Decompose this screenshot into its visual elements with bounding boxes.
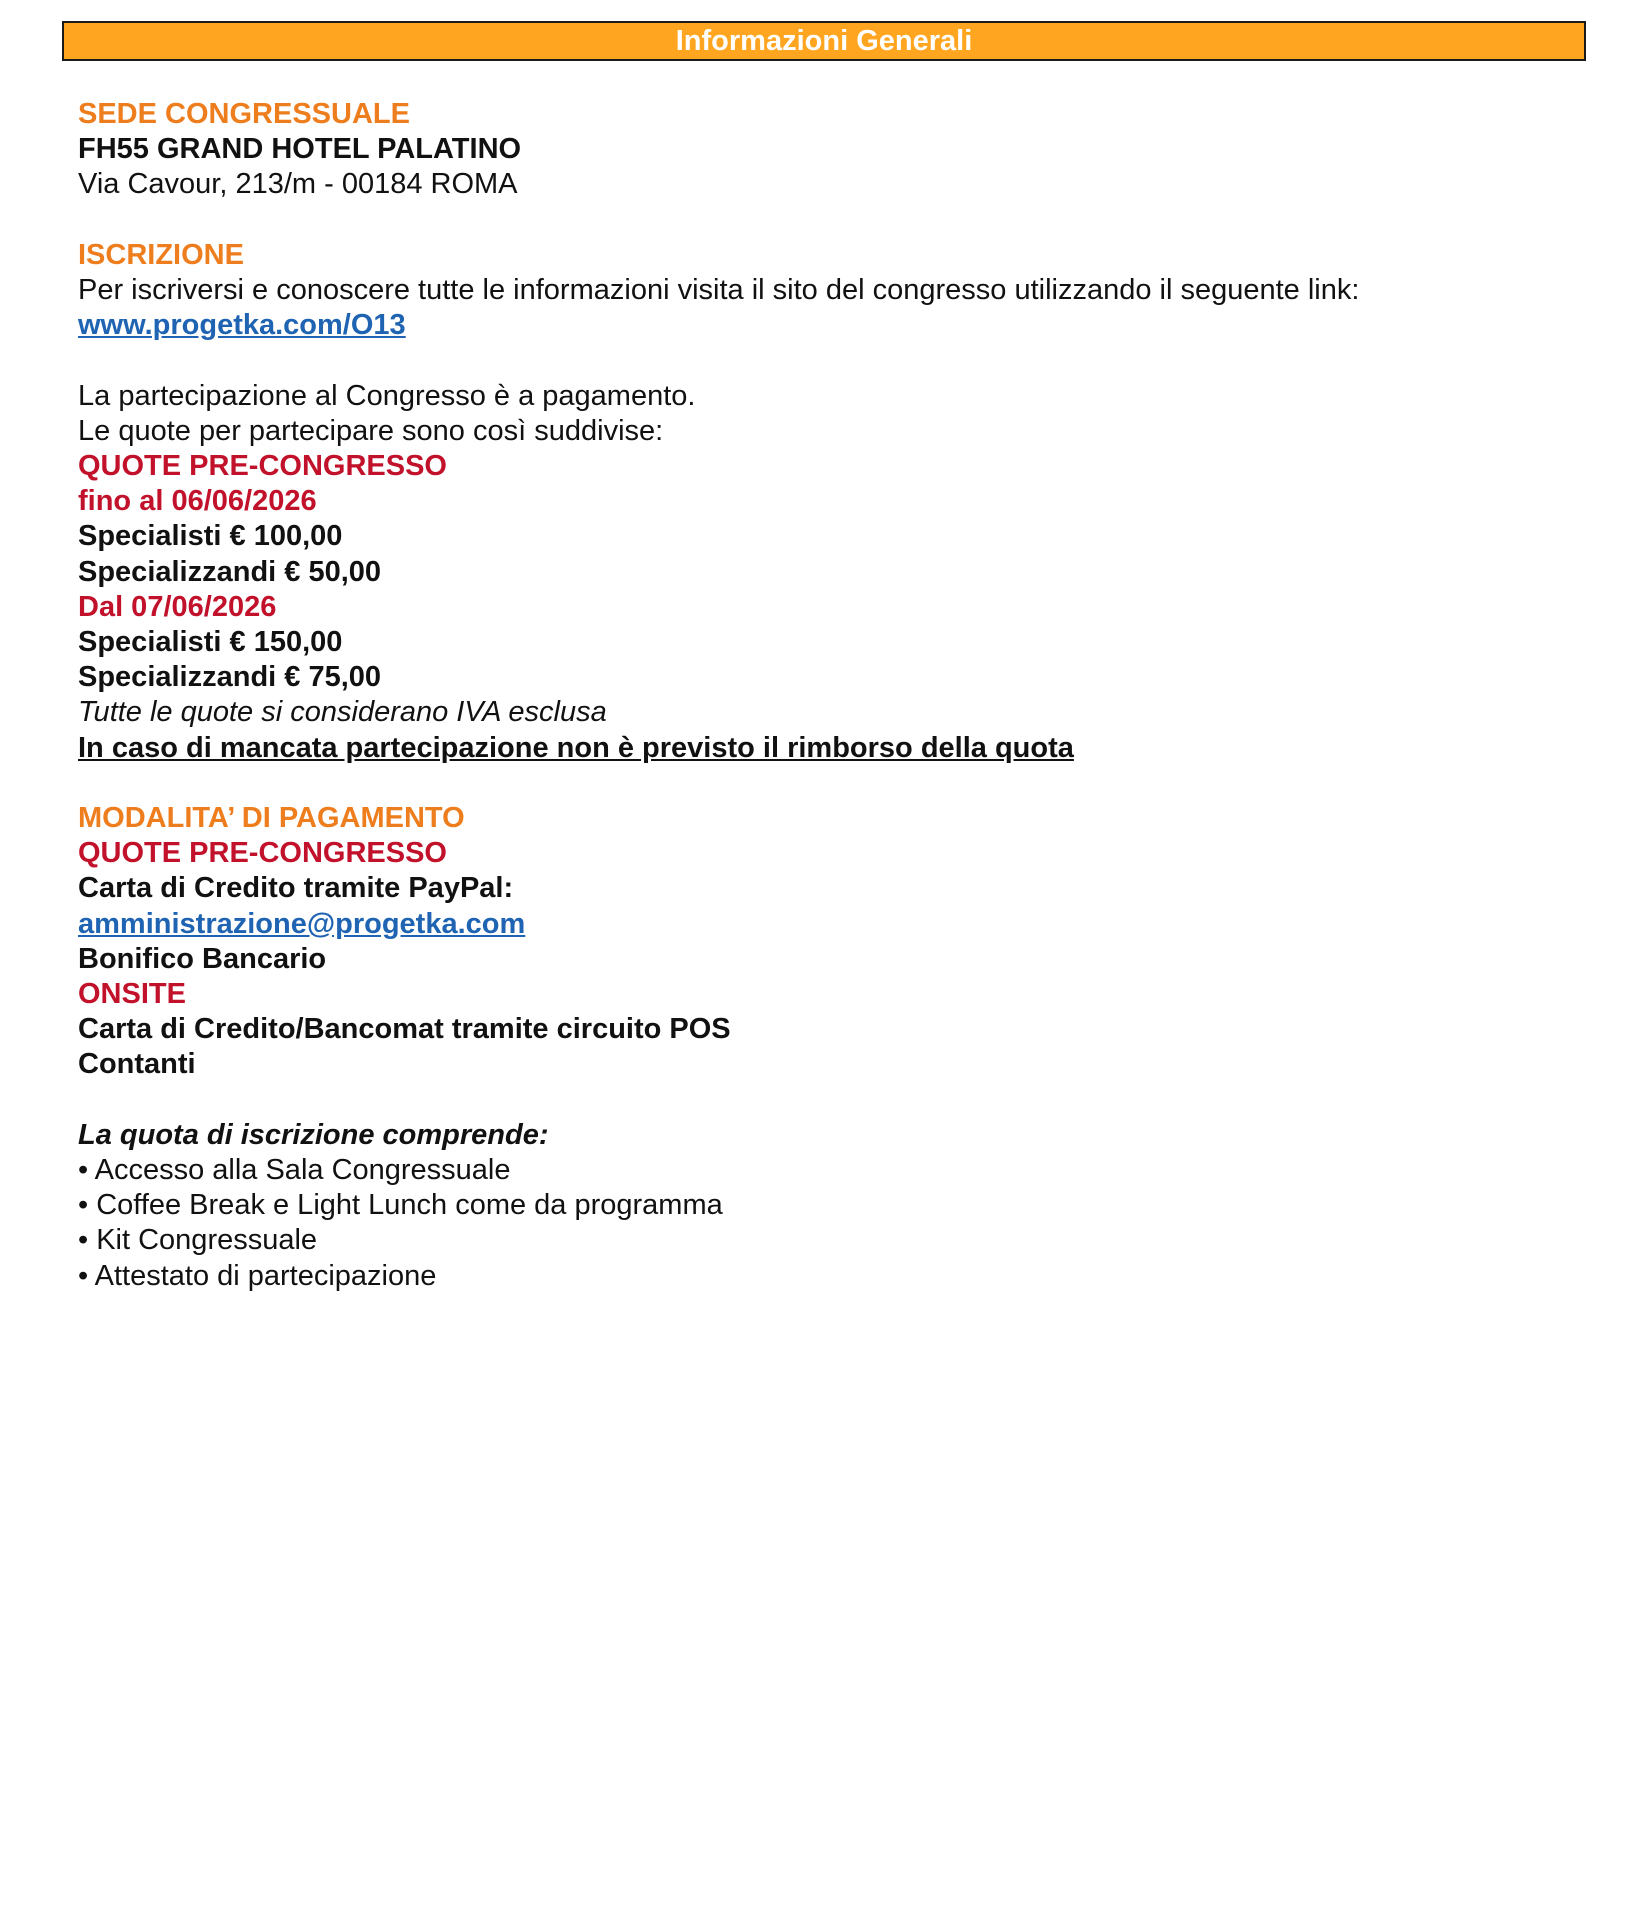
quote-pre-heading: QUOTE PRE-CONGRESSO — [78, 450, 447, 482]
inclusioni-heading: La quota di iscrizione comprende: — [78, 1118, 549, 1151]
period-2-specialisti: Specialisti € 150,00 — [78, 626, 343, 659]
list-item: • Coffee Break e Light Lunch come da programma — [78, 1189, 723, 1222]
registration-link[interactable]: www.progetka.com/O13 — [78, 309, 406, 342]
quote-intro-2: Le quote per partecipare sono così suddivise: — [78, 414, 664, 447]
list-item: • Accesso alla Sala Congressuale — [78, 1154, 511, 1187]
pagamento-heading: MODALITA’ DI PAGAMENTO — [78, 802, 465, 835]
list-item: • Kit Congressuale — [78, 1224, 318, 1257]
info-content — [78, 97, 1578, 1294]
paypal-label: Carta di Credito tramite PayPal: — [78, 872, 514, 905]
contanti-label: Contanti — [78, 1048, 196, 1081]
pagamento-pre-heading: QUOTE PRE-CONGRESSO — [78, 837, 447, 870]
period-2-specializzandi: Specializzandi € 75,00 — [78, 661, 382, 694]
sede-heading: SEDE CONGRESSUALE — [78, 98, 410, 130]
pos-label: Carta di Credito/Bancomat tramite circuito POS — [78, 1013, 731, 1046]
period-1-specialisti: Specialisti € 100,00 — [78, 520, 343, 553]
iva-note: Tutte le quote si considerano IVA esclusa — [78, 696, 607, 729]
refund-note: In caso di mancata partecipazione non è previsto il rimborso della quota — [78, 731, 1074, 764]
period-1-label: fino al 06/06/2026 — [78, 485, 317, 518]
iscrizione-description: Per iscriversi e conoscere tutte le informazioni visita il sito del congresso utilizzando il seguente link: — [78, 274, 1360, 306]
iscrizione-heading: ISCRIZIONE — [78, 238, 244, 271]
hotel-address: Via Cavour, 213/m - 00184 ROMA — [78, 168, 518, 201]
payment-email-link[interactable]: amministrazione@progetka.com — [78, 907, 526, 940]
list-item: • Attestato di partecipazione — [78, 1259, 437, 1292]
quote-intro-1: La partecipazione al Congresso è a pagamento. — [78, 379, 696, 412]
page-title: Informazioni Generali — [675, 25, 973, 57]
bonifico-label: Bonifico Bancario — [78, 942, 327, 975]
period-2-label: Dal 07/06/2026 — [78, 590, 277, 623]
period-1-specializzandi: Specializzandi € 50,00 — [78, 555, 382, 588]
page-header-bar — [62, 21, 1586, 61]
onsite-heading: ONSITE — [78, 978, 186, 1011]
hotel-name: FH55 GRAND HOTEL PALATINO — [78, 133, 522, 166]
